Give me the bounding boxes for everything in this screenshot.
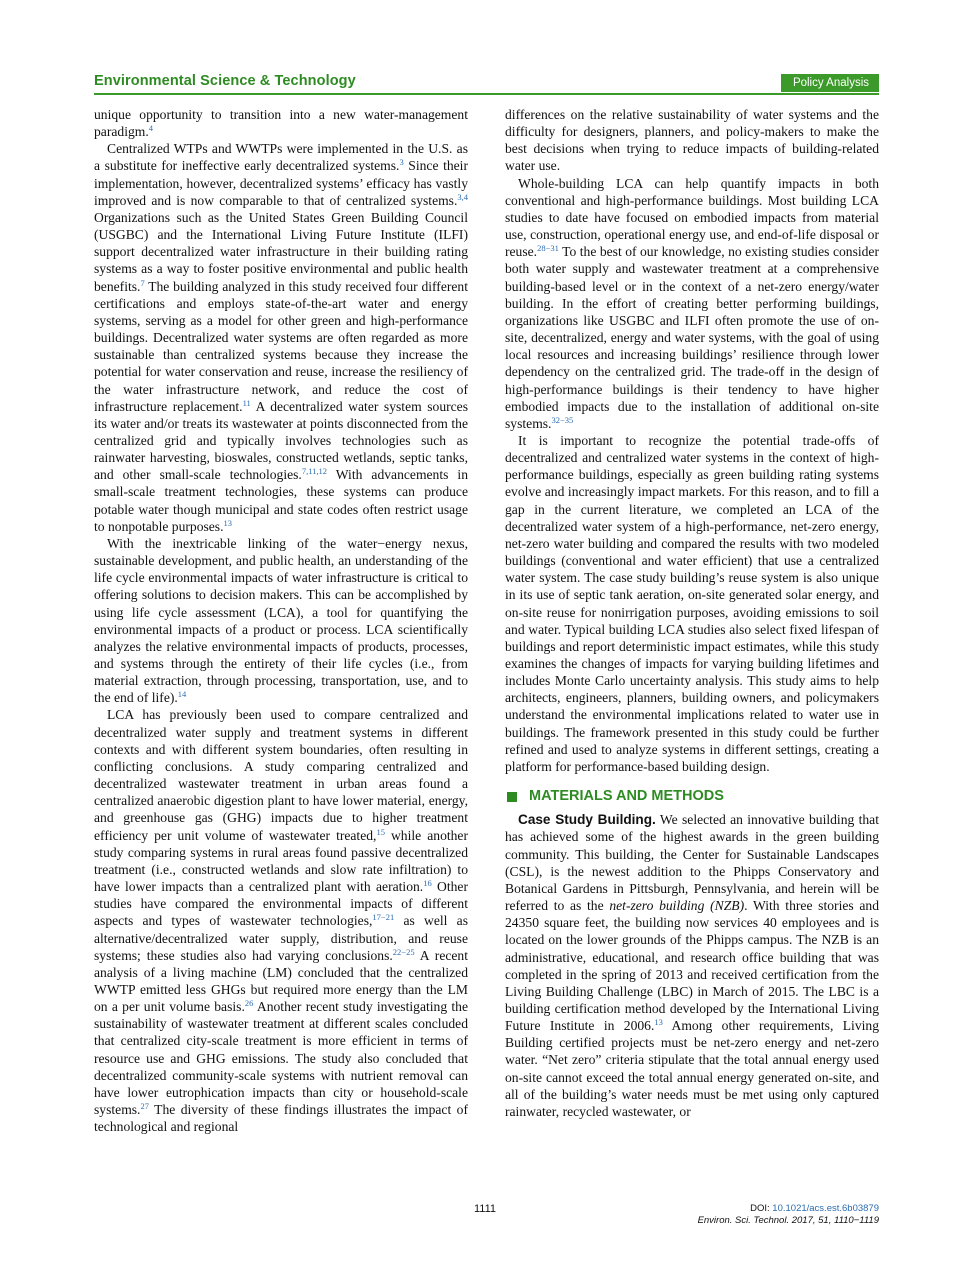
paragraph: Centralized WTPs and WWTPs were implemented in the U.S. as a substitute for ineffective early decentralized systems.$^3$ Since their implementation, however, decentralized systems’ efficacy has vastly improved and is now comparable to that of centralized systems.$^{3,4}$ Organizations such as the United States Green Building Council (USGBC) and the International Living Future Institute (ILFI) support decentralized water infrastructure in their building rating systems as a way to foster positive environmental and public health benefits.$^7$ The building analyzed in this study received four different certifications and employs state-of-the-art water and energy systems, serving as a model for other green and high-performance buildings. Decentralized water systems are often regarded as more sustainable than centralized systems because they increase the potential for water conservation and reuse, increase the resiliency of the water infrastructure network, and reduce the cost of infrastructure replacement.$^{11}$ A decentralized water system sources its water and/or treats its wastewater at points disconnected from the centralized grid and typically involves technologies such as rainwater harvesting, bioswales, constructed wetlands, septic tanks, and other small-scale technologies.$^{7,11,12}$ With advancements in small-scale treatment technologies, these systems can produce potable water though municipal and state codes often restrict usage to nonpotable purposes.$^{13}$ [94,141,468,534]
paragraph: Case Study Building. We selected an innovative building that has achieved some of the highest awards in the green building community. This building, the Center for Sustainable Landscapes (CSL), is the newest addition to the Phipps Conservatory and Botanical Gardens in Pittsburgh, Pennsylvania, and herein will be referred to as the net-zero building (NZB). With three stories and 24350 square feet, the building now services 40 employees and is located on the lower grounds of the Phipps campus. The NZB is an administrative, educational, and research office building that was completed in the spring of 2013 and received certification from the Living Building Challenge (LBC) in March of 2015. The LBC is a building certification method developed by the International Living Future Institute in 2006.13 Among other requirements, Living Building certified projects must be net-zero energy and net-zero water. “Net zero” criteria stipulate that the total annual energy used on-site cannot exceed the total annual energy generated on-site, and all of the building’s water needs must be met using only captured rainwater, recycled wastewater, or [505,812,880,1119]
section-badge: Policy Analysis [781,74,879,92]
paragraph: With the inextricable linking of the water−energy nexus, sustainable development, and public health, an understanding of the life cycle environmental impacts of water infrastructure is critical to offering solutions to decision makers. This can be accomplished by using life cycle assessment (LCA), a tool for quantifying the environmental impacts of a product or process. LCA scientifically analyzes the relative environmental impacts of products, processes, and systems through the entirety of their life cycles (i.e., from material extraction, through processing, transportation, use, and to the end of life).$^{14}$ [94,535,468,706]
page-number: 1111 [474,1203,497,1215]
citation-link[interactable]: 28−31 [537,243,559,254]
citation-link[interactable]: 14 [177,689,187,700]
paragraph: It is important to recognize the potential trade-offs of decentralized and centralized water systems in the context of high-performance buildings, especially as green building rating systems evolve and increasingly impact markets. For this reason, and to fill a gap in the current literature, we completed an LCA of the decentralized water system of a high-performance, net-zero energy, net-zero water building and compared the results with two modeled buildings (conventional and water efficient) that use a centralized water system. The case study building’s reuse system is also unique in its use of septic tank aeration, on-site generated solar energy, and on-site reuse for nonirrigation purposes, avoiding emissions to soil and water. Typical building LCA studies also select fixed lifespan of buildings and report deterministic impact estimates, while this study examines the changes of impacts for varying building lifetimes and includes Monte Carlo uncertainty analysis. This study aims to help architects, engineers, planners, building owners, and policymakers understand the environmental implications related to water use in buildings. The framework presented in this study could be further refined and used to analyze systems in different settings, creating a platform for performance-based building design. [505,432,879,774]
paragraph: unique opportunity to transition into a new water-management paradigm.$^4$ [94,107,468,140]
citation-link[interactable]: 7,11,12 [301,466,328,477]
citation-link[interactable]: 13 [654,1017,663,1028]
right-column [505,106,879,1120]
citation-link[interactable]: 4 [148,123,153,134]
journal-citation: Environ. Sci. Technol. 2017, 51, 1110−1119 [697,1214,879,1226]
citation-link[interactable]: 32−35 [551,414,574,425]
paragraph: Whole-building LCA can help quantify impacts in both conventional and high-performance buildings. Most building LCA studies to date have focused on embodied impacts from material use, construction, operational energy use, and end-of-life disposal or reuse.$^{28-31}$ To the best of our knowledge, no existing studies consider both water supply and wastewater treatment at a comprehensive building-based level or in the context of a net-zero energy/water building. In the effort of creating better performing buildings, organizations like USGBC and ILFI often promote the use of on-site, decentralized, energy and water systems, with the goal of using local resources and increasing buildings’ resilience through lower dependency on the centralized grid. The trade-off in the design of high-performance buildings is their tendency to have higher embodied impacts due to the installation of additional on-site systems.$^{32-35}$ [505,175,879,431]
footer-citation: DOI: 10.1021/acs.est.6b03879 Environ. Sci. Technol. 2017, 51, 1110−1119 [697,1203,879,1226]
paragraph: differences on the relative sustainability of water systems and the difficulty for designers, planners, and policy-makers to make the best decisions when trying to reduce impacts of building-related water use. [505,107,879,174]
citation-link[interactable]: 11 [242,397,251,408]
citation-link[interactable]: 15 [376,826,385,837]
subsection-title: Case Study Building. [518,812,656,828]
citation-link[interactable]: 7 [140,277,145,288]
citation-link[interactable]: 13 [223,517,232,528]
citation-link[interactable]: 16 [423,878,432,889]
citation-link[interactable]: 17−21 [372,912,395,923]
section-heading: MATERIALS AND METHODS [505,788,879,805]
left-column [94,106,468,1135]
citation-link[interactable]: 27 [140,1101,149,1112]
citation-link[interactable]: 3 [399,157,404,168]
journal-title[interactable]: Environmental Science & Technology [94,73,356,89]
doi-link[interactable]: 10.1021/acs.est.6b03879 [772,1203,879,1214]
page-header [94,72,879,94]
citation-link[interactable]: 3,4 [457,191,468,202]
citation-link[interactable]: 26 [244,998,254,1009]
paragraph: LCA has previously been used to compare centralized and decentralized water supply and treatment systems in different contexts and with different system boundaries, often resulting in conflicting conclusions. A study comparing centralized and decentralized wastewater treatment in urban areas found a centralized anaerobic digestion plant to have lower material, energy, and greenhouse gas (GHG) impacts due to higher treatment efficiency per unit volume of wastewater treated,$^{15}$ while another study comparing systems in rural areas found passive decentralized treatment (i.e., constructed wetlands and slow rate infiltration) to have lower impacts than a centralized plant with aeration.$^{16}$ Other studies have compared the environmental impacts of different aspects and types of wastewater technologies,$^{17-21}$ as well as alternative/decentralized water supply, distribution, and reuse systems; these studies also had varying conclusions.$^{22-25}$ A recent analysis of a living machine (LM) concluded that the centralized WWTP emitted less GHGs but required more energy than the LM on a per unit volume basis.$^{26}$ Another recent study investigating the sustainability of wastewater treatment at different scales concluded that centralized city-scale treatment is more efficient in terms of resource use and GHG emissions. The study also concluded that decentralized community-scale systems with nutrient removal can have lower eutrophication impacts than city or household-scale systems.$^{27}$ The diversity of these findings illustrates the impact of technological and regional [94,707,469,1135]
citation-link[interactable]: 22−25 [392,946,415,957]
header-rule [94,93,879,95]
section-square-icon [507,792,517,802]
